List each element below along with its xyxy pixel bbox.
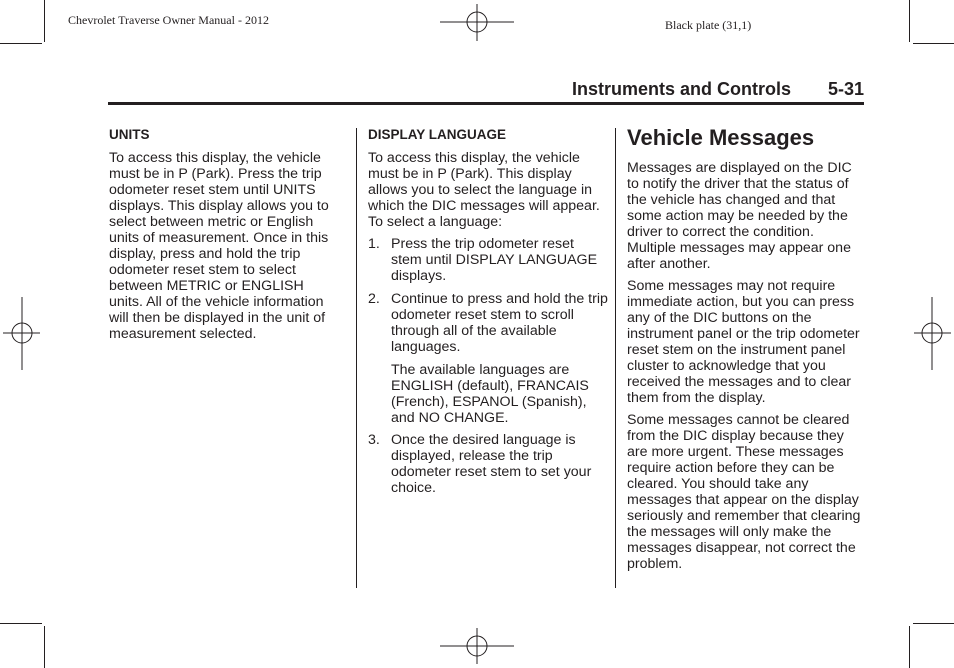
- units-section: [109, 127, 341, 348]
- registration-mark-left: [3, 297, 40, 370]
- column-divider: [356, 128, 357, 588]
- display-language-section: [368, 127, 608, 503]
- page-number: 5-31: [827, 79, 864, 99]
- step-number: 1.: [368, 236, 380, 252]
- plate-label: Black plate (31,1): [665, 18, 752, 32]
- list-item: [368, 432, 608, 496]
- display-language-heading: DISPLAY LANGUAGE: [368, 127, 507, 142]
- section-header: [572, 79, 864, 100]
- step-text: Continue to press and hold the trip odometer reset stem to scroll through all of the available languages.: [391, 291, 608, 355]
- section-title: Instruments and Controls: [572, 79, 792, 99]
- vehicle-messages-section: [627, 125, 863, 578]
- vehicle-messages-paragraph: Messages are displayed on the DIC to notify the driver that the status of the vehicle has changed and that some action may be needed by the driver to correct the condition. Multiple messages may appear one after another.: [627, 160, 852, 272]
- registration-mark-bottom: [440, 628, 514, 664]
- step-number: 2.: [368, 291, 380, 307]
- display-language-intro: To access this display, the vehicle must be in P (Park). This display allows you to select the language in which the DIC messages will appear. To select a language:: [368, 150, 600, 230]
- list-item: [368, 291, 608, 355]
- languages-note: The available languages are ENGLISH (default), FRANCAIS (French), ESPANOL (Spanish), and NO CHANGE.: [391, 362, 589, 426]
- units-heading: UNITS: [109, 127, 150, 142]
- list-item: [368, 236, 608, 284]
- vehicle-messages-paragraph: Some messages cannot be cleared from the DIC display because they are more urgent. These messages require action before they can be cleared. You should take any messages that appear on the display seriously and remember that clearing the messages will only make the messages disappear, not correct the problem.: [627, 412, 861, 572]
- column-divider: [615, 128, 616, 588]
- step-number: 3.: [368, 432, 380, 448]
- step-text: Press the trip odometer reset stem until DISPLAY LANGUAGE displays.: [391, 236, 598, 284]
- vehicle-messages-title: Vehicle Messages: [627, 125, 815, 150]
- registration-mark-top: [440, 4, 514, 41]
- vehicle-messages-paragraph: Some messages may not require immediate action, but you can press any of the DIC buttons on the instrument panel or the trip odometer reset stem on the instrument panel cluster to acknowledge that you received the messages and to clear them from the display.: [627, 278, 860, 406]
- registration-mark-right: [914, 297, 951, 370]
- units-body: To access this display, the vehicle must be in P (Park). Press the trip odometer reset stem until UNITS displays. This display allows you to select between metric or English units of measurement. Once in this display, press and hold the trip odometer reset stem to select between METRIC or ENGLISH units. All of the vehicle information will then be displayed in the unit of measurement selected.: [109, 150, 329, 342]
- step-text: Once the desired language is displayed, release the trip odometer reset stem to set your choice.: [391, 432, 592, 496]
- header-rule: [108, 102, 864, 105]
- manual-title: Chevrolet Traverse Owner Manual - 2012: [68, 13, 269, 27]
